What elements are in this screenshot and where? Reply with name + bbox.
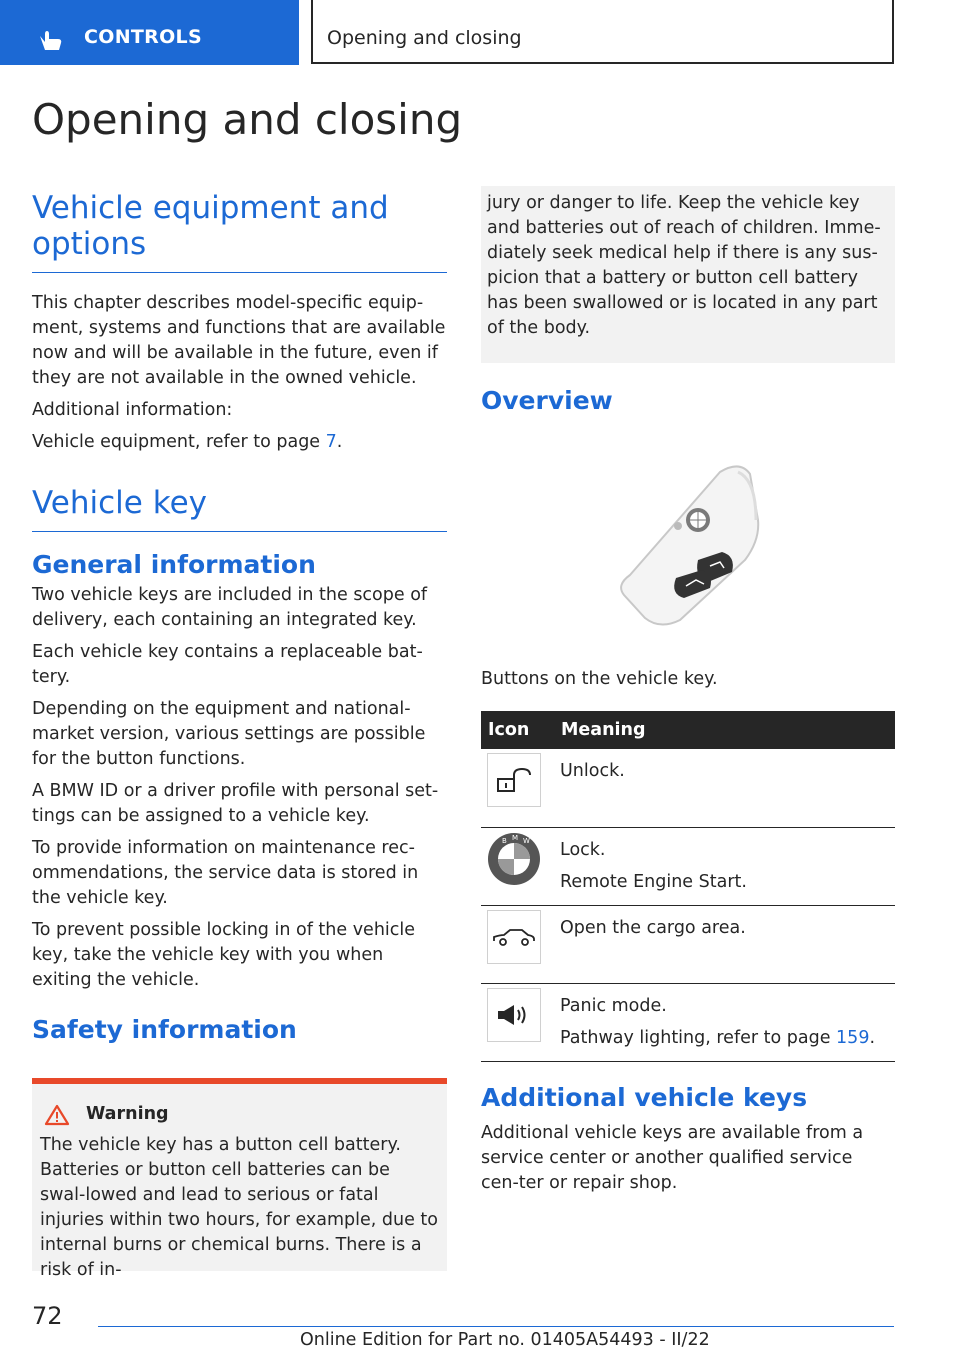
hand-pointer-icon [36, 26, 64, 52]
warning-text-continued: jury or danger to life. Keep the vehicle key and batteries out of reach of children. Imme‐diately seek medical help if there is any sus‐picion that a battery or button cell battery has been swallowed or is located in any part of the body. [487, 193, 881, 338]
paragraph: This chapter describes model-specific equip‐ment, systems and functions that are available now and will be available in the future, even if they are not available in the owned vehicle. [32, 293, 446, 388]
edition-text: Online Edition for Part no. 01405A54493 - II/22 [300, 1330, 710, 1350]
table-row [481, 749, 895, 827]
meaning-text: Unlock. [560, 761, 625, 781]
bmw-logo-lock-icon [487, 832, 541, 886]
key-caption: Buttons on the vehicle key. [481, 669, 718, 689]
meaning-text: Panic mode. [560, 995, 667, 1016]
column-header: Meaning [554, 711, 895, 749]
warning-label: Warning [86, 1104, 169, 1124]
subsection-tab [311, 0, 894, 64]
paragraph: Additional vehicle keys are available from a service center or another qualified service cen‐ter or repair shop. [481, 1123, 864, 1193]
paragraph: Two vehicle keys are included in the scope of delivery, each containing an integrated key. [32, 585, 428, 630]
heading-rule [32, 272, 447, 273]
table-row [481, 827, 895, 905]
meaning-text: Remote Engine Start. [560, 871, 747, 892]
paragraph: Depending on the equipment and national-market version, various settings are possible for the button functions. [32, 699, 426, 769]
paragraph: Each vehicle key contains a replaceable bat‐tery. [32, 642, 423, 687]
heading-general-information: General information [32, 550, 316, 579]
heading-overview: Overview [481, 386, 613, 415]
left-column [32, 190, 447, 1045]
heading-vehicle-key: Vehicle key [32, 485, 207, 521]
paragraph: A BMW ID or a driver profile with personal set‐tings can be assigned to a vehicle key. [32, 781, 439, 826]
svg-text:W: W [523, 836, 530, 845]
svg-text:M: M [512, 833, 519, 842]
page-link[interactable]: 159 [836, 1027, 870, 1048]
heading-safety-information: Safety information [32, 1015, 297, 1044]
page-link[interactable]: 7 [325, 432, 337, 452]
car-trunk-icon [487, 910, 541, 964]
page-title: Opening and closing [32, 95, 463, 144]
column-header: Icon [481, 711, 554, 749]
horn-panic-icon [487, 988, 541, 1042]
text: Vehicle equipment, refer to page [32, 432, 326, 452]
meaning-text: Lock. [560, 839, 606, 860]
section-tab[interactable] [0, 0, 299, 65]
section-label: CONTROLS [84, 26, 202, 48]
footer-rule [98, 1326, 894, 1327]
subsection-label: Opening and closing [327, 27, 522, 49]
heading-rule [32, 531, 447, 532]
warning-box-continued [481, 186, 895, 363]
heading-additional-keys: Additional vehicle keys [481, 1083, 808, 1112]
meaning-text: Pathway lighting, refer to page [560, 1027, 837, 1048]
text: . [336, 432, 343, 452]
paragraph-with-link [32, 430, 447, 455]
table-row [481, 905, 895, 983]
paragraph: Additional information: [32, 400, 233, 420]
buttons-table [481, 711, 895, 1062]
warning-text: The vehicle key has a button cell battery. Batteries or button cell batteries can be swal‐lowed and lead to serious or fatal injuries within two hours, for example, due to internal burns or chemical burns. There is a risk of in‐ [40, 1135, 438, 1280]
paragraph: To prevent possible locking in of the vehicle key, take the vehicle key with you when exiting the vehicle. [32, 920, 416, 990]
table-row [481, 983, 895, 1061]
svg-text:B: B [502, 836, 507, 845]
meaning-text: Open the cargo area. [560, 917, 746, 938]
vehicle-key-image [610, 460, 760, 630]
warning-triangle-icon [44, 1104, 70, 1126]
unlock-icon [487, 753, 541, 807]
warning-box [32, 1078, 447, 1280]
text: . [869, 1027, 876, 1048]
heading-vehicle-equipment: Vehicle equipment and options [32, 190, 389, 262]
page-number: 72 [32, 1302, 63, 1330]
paragraph: To provide information on maintenance rec‐ommendations, the service data is stored in the vehicle key. [32, 838, 419, 908]
